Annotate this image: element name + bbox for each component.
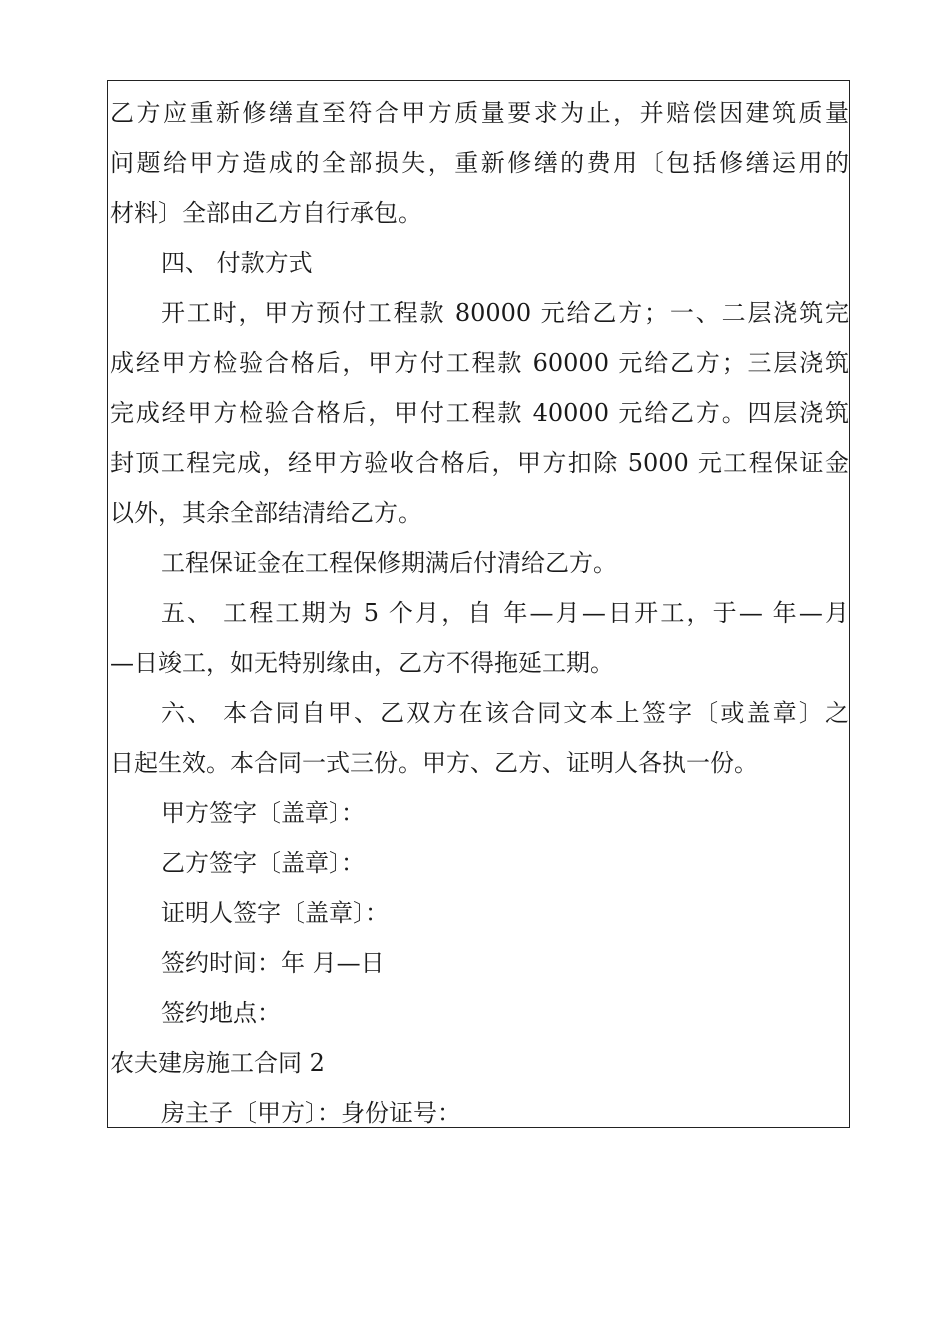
text-line-2: 问题给甲方造成的全部损失，重新修缮的费用〔包括修缮运用的 (110, 149, 849, 177)
text-line-14: 日起生效。本合同一式三份。甲方、乙方、证明人各执一份。 (110, 749, 758, 777)
text-line-10: 工程保证金在工程保修期满后付清给乙方。 (161, 549, 617, 577)
section-five-line: 五、 工程工期为 5 个月，自 年—月—日开工，于— 年—月 (161, 599, 849, 627)
party-b-signature: 乙方签字〔盖章〕： (161, 849, 365, 877)
text-line-12: —日竣工，如无特别缘由，乙方不得拖延工期。 (110, 649, 614, 677)
text-line-3: 材料〕全部由乙方自行承包。 (110, 199, 422, 227)
text-line-9: 以外，其余全部结清给乙方。 (110, 499, 422, 527)
witness-signature: 证明人签字〔盖章〕： (161, 899, 389, 927)
text-line-5: 开工时，甲方预付工程款 80000 元给乙方；一、二层浇筑完 (161, 299, 849, 327)
signing-date: 签约时间：年 月—日 (161, 949, 385, 977)
section-heading-payment: 四、 付款方式 (161, 249, 313, 277)
contract-title-2: 农夫建房施工合同 2 (110, 1049, 325, 1077)
document-frame (107, 80, 850, 1128)
section-six-line: 六、 本合同自甲、乙双方在该合同文本上签字〔或盖章〕之 (161, 699, 849, 727)
text-line-8: 封顶工程完成，经甲方验收合格后，甲方扣除 5000 元工程保证金 (110, 449, 849, 477)
party-a-signature: 甲方签字〔盖章〕： (161, 799, 365, 827)
text-line-1: 乙方应重新修缮直至符合甲方质量要求为止，并赔偿因建筑质量 (110, 99, 849, 127)
owner-id-line: 房主子〔甲方〕：身份证号： (161, 1099, 461, 1127)
text-line-6: 成经甲方检验合格后，甲方付工程款 60000 元给乙方；三层浇筑 (110, 349, 849, 377)
signing-place: 签约地点： (161, 999, 281, 1027)
text-line-7: 完成经甲方检验合格后，甲付工程款 40000 元给乙方。四层浇筑 (110, 399, 849, 427)
